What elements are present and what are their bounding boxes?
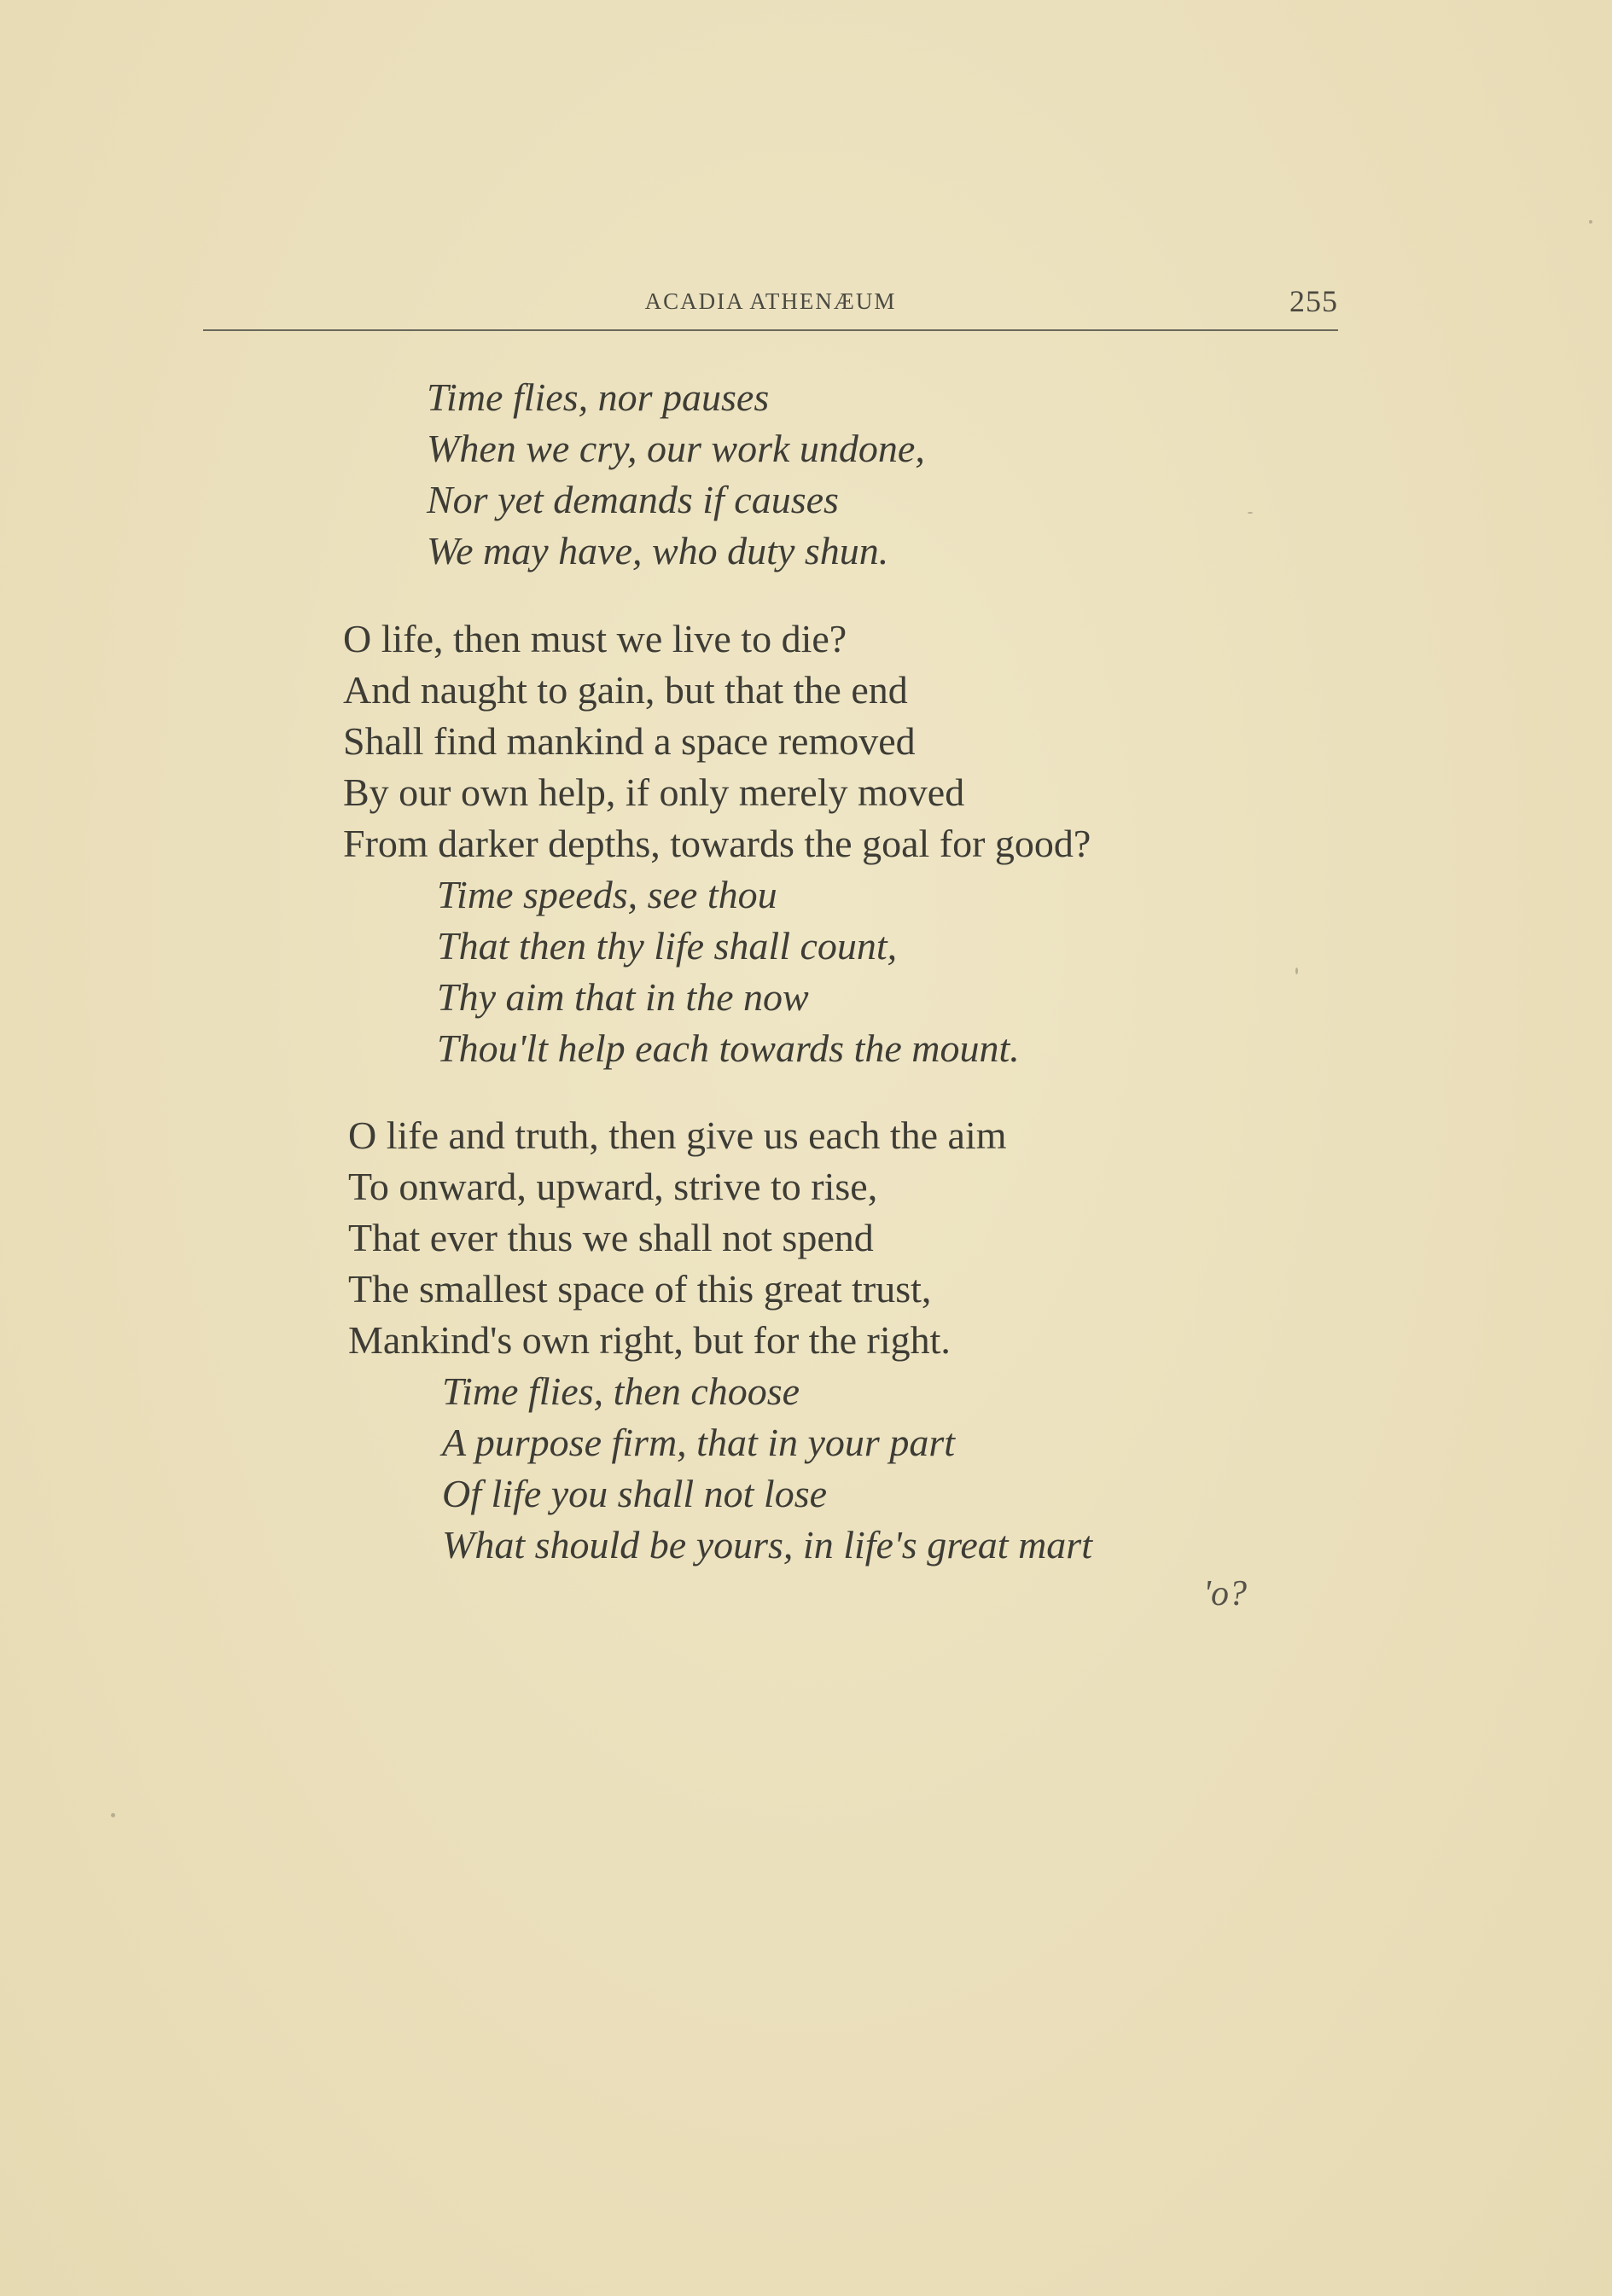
page-number: 255 <box>1289 284 1338 318</box>
poem-line: We may have, who duty shun. <box>427 529 889 573</box>
poem-line: O life, then must we live to die? <box>343 617 847 660</box>
header-rule <box>203 329 1338 331</box>
poem-line: That ever thus we shall not spend <box>348 1216 874 1259</box>
paper-speck <box>111 1813 115 1817</box>
poem-line: Time speeds, see thou <box>437 873 777 916</box>
poem-line: Time flies, then choose <box>442 1369 800 1413</box>
poem-line: A purpose firm, that in your part <box>442 1421 956 1464</box>
poem-line: To onward, upward, strive to rise, <box>348 1165 878 1208</box>
poem-line: Time flies, nor pauses <box>427 375 770 419</box>
poem-line: O life and truth, then give us each the aim <box>348 1113 1007 1157</box>
poem-line: From darker depths, towards the goal for good? <box>343 822 1091 865</box>
poem-line: When we cry, our work undone, <box>427 427 925 470</box>
poem-line: What should be yours, in life's great mart <box>442 1523 1092 1567</box>
author-signature: 'o? <box>1203 1574 1247 1613</box>
poem-line: Nor yet demands if causes <box>427 478 839 521</box>
poem-line: Of life you shall not lose <box>442 1472 828 1515</box>
poem-line: Thy aim that in the now <box>437 975 809 1019</box>
page-header <box>203 283 1338 334</box>
poem-line: Thou'lt help each towards the mount. <box>437 1026 1020 1070</box>
poem-line: And naught to gain, but that the end <box>343 668 908 712</box>
poem-line: That then thy life shall count, <box>437 924 898 968</box>
poem-line: Shall find mankind a space removed <box>343 719 916 763</box>
running-head: ACADIA ATHENÆUM <box>644 288 897 314</box>
paper-speck <box>1589 220 1592 224</box>
paper-speck <box>1248 512 1253 514</box>
poem-line: Mankind's own right, but for the right. <box>348 1318 951 1362</box>
poem-line: By our own help, if only merely moved <box>343 770 965 814</box>
poem-line: The smallest space of this great trust, <box>348 1267 932 1311</box>
paper-speck <box>1295 968 1298 974</box>
